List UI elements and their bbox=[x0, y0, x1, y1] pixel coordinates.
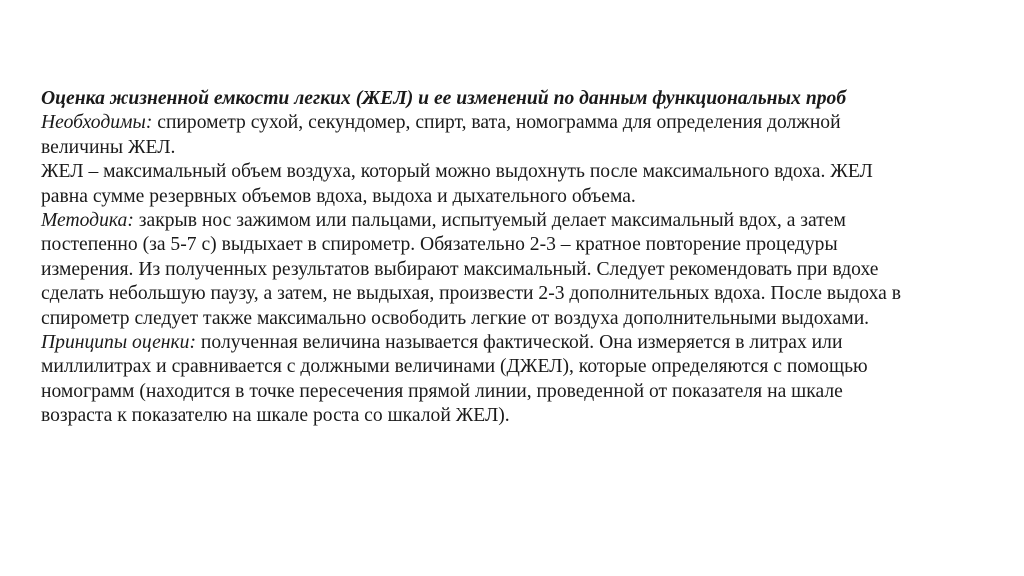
definition-text-line-1: ЖЕЛ – максимальный объем воздуха, который можно выдохнуть после максимального вдоха. ЖЕЛ bbox=[41, 161, 873, 183]
principles-paragraph bbox=[41, 331, 991, 355]
principles-text-line-1: полученная величина называется фактической. Она измеряется в литрах или bbox=[196, 332, 843, 354]
method-paragraph bbox=[41, 209, 991, 233]
principles-text-line-3: номограмм (находится в точке пересечения прямой линии, проведенной от показателя на шкале bbox=[41, 380, 843, 402]
slide-text-body bbox=[41, 87, 991, 429]
equipment-text-line-2: величины ЖЕЛ. bbox=[41, 136, 176, 158]
equipment-text-line-1: спирометр сухой, секундомер, спирт, вата, номограмма для определения должной bbox=[152, 112, 841, 134]
method-text-line-1: закрыв нос зажимом или пальцами, испытуемый делает максимальный вдох, а затем bbox=[133, 210, 846, 232]
method-text-line-5: спирометр следует также максимально освободить легкие от воздуха дополнительными выдохами. bbox=[41, 307, 870, 329]
definition-text-line-2: равна сумме резервных объемов вдоха, выдоха и дыхательного объема. bbox=[41, 185, 636, 207]
equipment-label: Необходимы: bbox=[41, 112, 153, 134]
principles-text-line-4: возраста к показателю на шкале роста со шкалой ЖЕЛ). bbox=[41, 405, 510, 427]
principles-text-line-2: миллилитрах и сравнивается с должными величинами (ДЖЕЛ), которые определяются с помощью bbox=[41, 356, 868, 378]
principles-label: Принципы оценки: bbox=[41, 332, 197, 354]
method-text-line-4: сделать небольшую паузу, а затем, не выдыхая, произвести 2-3 дополнительных вдоха. После выдоха в bbox=[41, 283, 901, 305]
slide-title: Оценка жизненной емкости легких (ЖЕЛ) и ее изменений по данным функциональных проб bbox=[41, 88, 847, 109]
method-text-line-2: постепенно (за 5-7 с) выдыхает в спирометр. Обязательно 2-3 – кратное повторение процедуры bbox=[41, 234, 838, 256]
method-text-line-3: измерения. Из полученных результатов выбирают максимальный. Следует рекомендовать при вдохе bbox=[41, 258, 879, 280]
method-label: Методика: bbox=[41, 210, 134, 232]
equipment-paragraph bbox=[41, 111, 991, 135]
